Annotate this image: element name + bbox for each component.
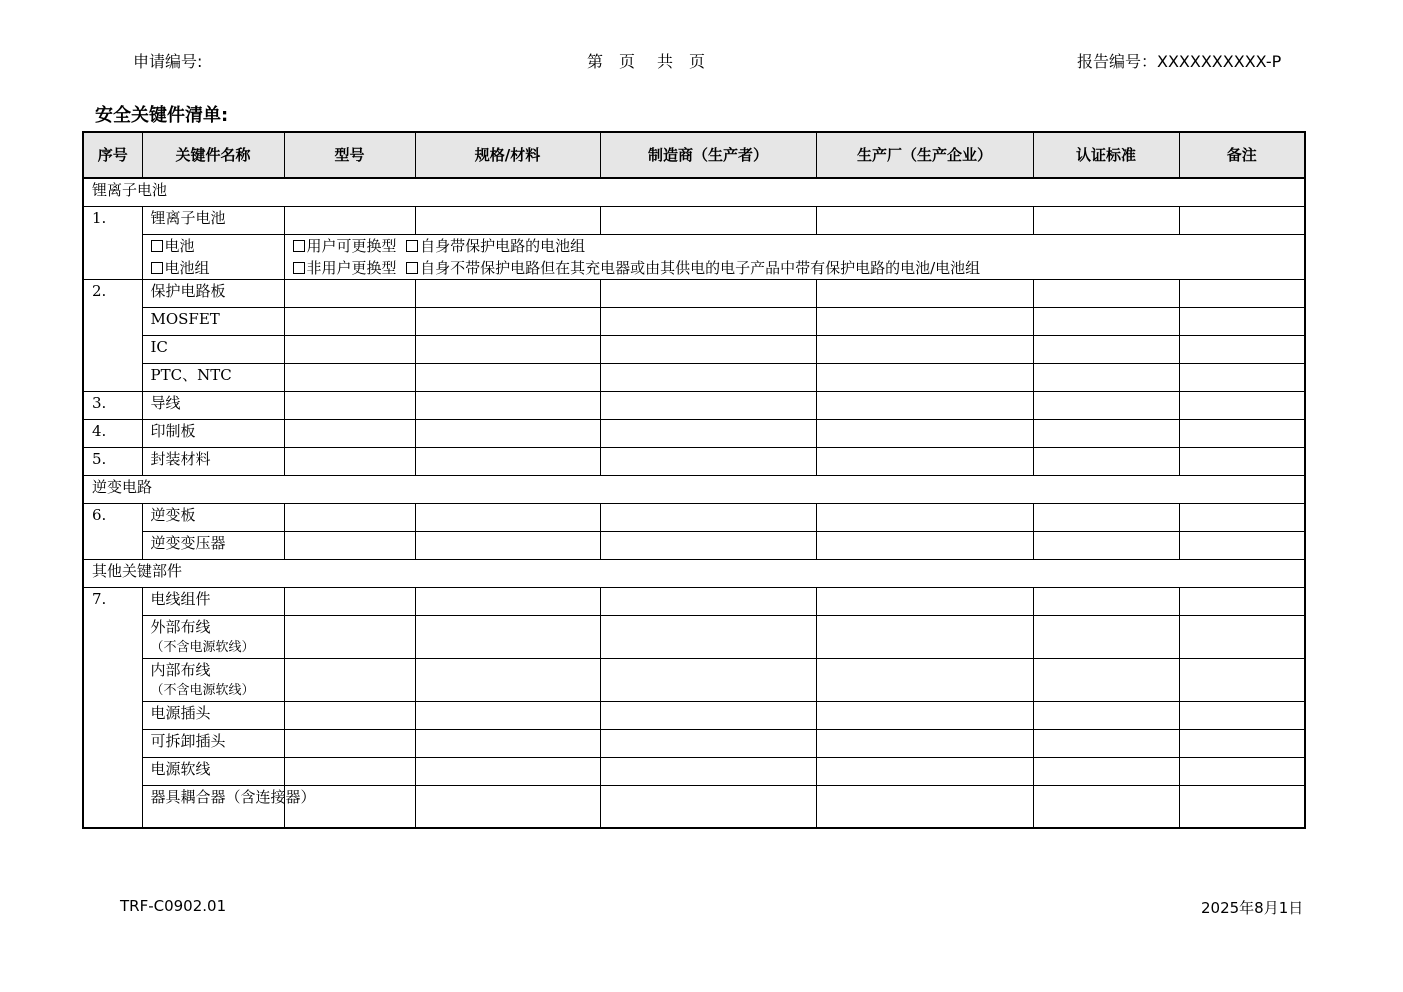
manufacturer-cell[interactable] (600, 392, 816, 420)
seq-cell: 6. (83, 504, 142, 560)
manufacturer-cell[interactable] (600, 207, 816, 235)
standard-cell[interactable] (1033, 659, 1179, 702)
component-note: （不含电源软线） (150, 683, 255, 698)
standard-cell[interactable] (1033, 280, 1179, 308)
section-battery: 锂离子电池 (83, 178, 1305, 207)
remark-cell[interactable] (1179, 420, 1305, 448)
component-name: 逆变板 (142, 504, 284, 532)
seq-cell: 7. (83, 588, 142, 829)
factory-cell[interactable] (816, 730, 1033, 758)
manufacturer-cell[interactable] (600, 588, 816, 616)
checkbox-battery[interactable] (151, 240, 163, 252)
table-row (83, 207, 1305, 235)
standard-cell[interactable] (1033, 730, 1179, 758)
factory-cell[interactable] (816, 532, 1033, 560)
spec-cell[interactable] (415, 207, 600, 235)
model-cell[interactable] (284, 308, 415, 336)
component-name-cell (142, 659, 284, 702)
spec-cell[interactable] (415, 280, 600, 308)
seq-cell: 4. (83, 420, 142, 448)
model-cell[interactable] (284, 730, 415, 758)
table-row (83, 308, 1305, 336)
checkbox-without-protection[interactable] (406, 262, 418, 274)
manufacturer-cell[interactable] (600, 758, 816, 786)
standard-cell[interactable] (1033, 616, 1179, 659)
section-row (83, 476, 1305, 504)
standard-cell[interactable] (1033, 448, 1179, 476)
component-name: 可拆卸插头 (142, 730, 284, 758)
table-row (83, 280, 1305, 308)
model-cell[interactable] (284, 616, 415, 659)
spec-cell[interactable] (415, 336, 600, 364)
option-label: 电池 (164, 237, 195, 255)
remark-cell[interactable] (1179, 702, 1305, 730)
spec-cell[interactable] (415, 786, 600, 829)
spec-cell[interactable] (415, 616, 600, 659)
key-components-table (82, 131, 1306, 829)
col-header-remark: 备注 (1179, 132, 1305, 178)
model-cell[interactable] (284, 532, 415, 560)
table-row (83, 659, 1305, 702)
model-cell[interactable] (284, 504, 415, 532)
component-name: 印制板 (142, 420, 284, 448)
manufacturer-cell[interactable] (600, 448, 816, 476)
remark-cell[interactable] (1179, 588, 1305, 616)
model-cell[interactable] (284, 659, 415, 702)
factory-cell[interactable] (816, 364, 1033, 392)
remark-cell[interactable] (1179, 392, 1305, 420)
manufacturer-cell[interactable] (600, 336, 816, 364)
seq-cell: 3. (83, 392, 142, 420)
replacement-options (284, 235, 1305, 280)
model-cell[interactable] (284, 448, 415, 476)
table-row (83, 730, 1305, 758)
component-name: PTC、NTC (142, 364, 284, 392)
manufacturer-cell[interactable] (600, 420, 816, 448)
manufacturer-cell[interactable] (600, 308, 816, 336)
factory-cell[interactable] (816, 448, 1033, 476)
manufacturer-cell[interactable] (600, 659, 816, 702)
model-cell[interactable] (284, 758, 415, 786)
spec-cell[interactable] (415, 758, 600, 786)
manufacturer-cell[interactable] (600, 786, 816, 829)
page-counter (587, 49, 721, 72)
component-name: 导线 (142, 392, 284, 420)
checkbox-with-protection[interactable] (406, 240, 418, 252)
factory-cell[interactable] (816, 280, 1033, 308)
model-cell[interactable] (284, 588, 415, 616)
spec-cell[interactable] (415, 308, 600, 336)
factory-cell[interactable] (816, 308, 1033, 336)
factory-cell[interactable] (816, 659, 1033, 702)
col-header-name: 关键件名称 (142, 132, 284, 178)
model-cell[interactable] (284, 207, 415, 235)
remark-cell[interactable] (1179, 336, 1305, 364)
factory-cell[interactable] (816, 392, 1033, 420)
factory-cell[interactable] (816, 588, 1033, 616)
remark-cell[interactable] (1179, 532, 1305, 560)
spec-cell[interactable] (415, 364, 600, 392)
standard-cell[interactable] (1033, 758, 1179, 786)
form-code: TRF-C0902.01 (120, 897, 227, 915)
option-label: 自身带保护电路的电池组 (420, 237, 586, 255)
table-row (83, 532, 1305, 560)
col-header-spec: 规格/材料 (415, 132, 600, 178)
model-cell[interactable] (284, 280, 415, 308)
manufacturer-cell[interactable] (600, 616, 816, 659)
component-name: 电源软线 (142, 758, 284, 786)
page-word: 页 (619, 52, 638, 71)
standard-cell[interactable] (1033, 336, 1179, 364)
table-row (83, 336, 1305, 364)
standard-cell[interactable] (1033, 420, 1179, 448)
option-label: 电池组 (164, 259, 210, 277)
remark-cell[interactable] (1179, 758, 1305, 786)
table-row (83, 786, 1305, 829)
checkbox-user-replaceable[interactable] (293, 240, 305, 252)
component-name: 外部布线 (150, 618, 211, 636)
component-name: 器具耦合器（含连接器） (142, 786, 284, 829)
spec-cell[interactable] (415, 504, 600, 532)
spec-cell[interactable] (415, 448, 600, 476)
table-row (83, 758, 1305, 786)
col-header-standard: 认证标准 (1033, 132, 1179, 178)
manufacturer-cell[interactable] (600, 504, 816, 532)
section-inverter: 逆变电路 (83, 476, 1305, 504)
component-name: 逆变变压器 (142, 532, 284, 560)
component-name: 锂离子电池 (142, 207, 284, 235)
standard-cell[interactable] (1033, 392, 1179, 420)
component-name-cell (142, 616, 284, 659)
manufacturer-cell[interactable] (600, 702, 816, 730)
remark-cell[interactable] (1179, 659, 1305, 702)
remark-cell[interactable] (1179, 308, 1305, 336)
factory-cell[interactable] (816, 616, 1033, 659)
spec-cell[interactable] (415, 730, 600, 758)
model-cell[interactable] (284, 392, 415, 420)
spec-cell[interactable] (415, 588, 600, 616)
component-name: 电线组件 (142, 588, 284, 616)
remark-cell[interactable] (1179, 616, 1305, 659)
col-header-seq: 序号 (83, 132, 142, 178)
page-word: 共 (657, 52, 676, 71)
checkbox-battery-pack[interactable] (151, 262, 163, 274)
manufacturer-cell[interactable] (600, 364, 816, 392)
factory-cell[interactable] (816, 207, 1033, 235)
spec-cell[interactable] (415, 702, 600, 730)
model-cell[interactable] (284, 702, 415, 730)
option-label: 非用户更换型 (306, 259, 397, 277)
table-row (83, 702, 1305, 730)
component-name: 电源插头 (142, 702, 284, 730)
table-row (83, 392, 1305, 420)
component-name: 保护电路板 (142, 280, 284, 308)
page-word: 页 (689, 52, 708, 71)
standard-cell[interactable] (1033, 532, 1179, 560)
application-number-label: 申请编号: (133, 52, 203, 71)
manufacturer-cell[interactable] (600, 280, 816, 308)
standard-cell[interactable] (1033, 786, 1179, 829)
component-name: 内部布线 (150, 661, 211, 679)
col-header-factory: 生产厂（生产企业） (816, 132, 1033, 178)
table-header-row (83, 132, 1305, 178)
spec-cell[interactable] (415, 420, 600, 448)
option-label: 用户可更换型 (306, 237, 397, 255)
page-word: 第 (587, 52, 606, 71)
table-row (83, 616, 1305, 659)
standard-cell[interactable] (1033, 504, 1179, 532)
factory-cell[interactable] (816, 786, 1033, 829)
factory-cell[interactable] (816, 702, 1033, 730)
table-row (83, 448, 1305, 476)
remark-cell[interactable] (1179, 730, 1305, 758)
standard-cell[interactable] (1033, 308, 1179, 336)
section-row (83, 560, 1305, 588)
spec-cell[interactable] (415, 392, 600, 420)
model-cell[interactable] (284, 364, 415, 392)
report-number: 报告编号：XXXXXXXXXX-P (1077, 52, 1282, 71)
model-cell[interactable] (284, 336, 415, 364)
factory-cell[interactable] (816, 336, 1033, 364)
page-title: 安全关键件清单: (95, 105, 229, 126)
standard-cell[interactable] (1033, 207, 1179, 235)
component-note: （不含电源软线） (150, 640, 255, 655)
standard-cell[interactable] (1033, 588, 1179, 616)
remark-cell[interactable] (1179, 448, 1305, 476)
factory-cell[interactable] (816, 504, 1033, 532)
seq-cell: 2. (83, 280, 142, 392)
remark-cell[interactable] (1179, 786, 1305, 829)
remark-cell[interactable] (1179, 504, 1305, 532)
table-row (83, 364, 1305, 392)
seq-cell: 5. (83, 448, 142, 476)
remark-cell[interactable] (1179, 280, 1305, 308)
table-row (83, 588, 1305, 616)
standard-cell[interactable] (1033, 702, 1179, 730)
manufacturer-cell[interactable] (600, 730, 816, 758)
issue-date: 2025年8月1日 (1201, 899, 1304, 917)
remark-cell[interactable] (1179, 364, 1305, 392)
spec-cell[interactable] (415, 659, 600, 702)
component-name: MOSFET (142, 308, 284, 336)
section-other: 其他关键部件 (83, 560, 1305, 588)
battery-options-row (83, 235, 1305, 280)
battery-type-options (142, 235, 284, 280)
factory-cell[interactable] (816, 420, 1033, 448)
seq-cell: 1. (83, 207, 142, 280)
manufacturer-cell[interactable] (600, 532, 816, 560)
model-cell[interactable] (284, 420, 415, 448)
remark-cell[interactable] (1179, 207, 1305, 235)
component-name: 封装材料 (142, 448, 284, 476)
option-label: 自身不带保护电路但在其充电器或由其供电的电子产品中带有保护电路的电池/电池组 (420, 259, 981, 277)
component-name: IC (142, 336, 284, 364)
section-row (83, 178, 1305, 207)
col-header-model: 型号 (284, 132, 415, 178)
col-header-manufacturer: 制造商（生产者） (600, 132, 816, 178)
table-row (83, 420, 1305, 448)
checkbox-non-user-replaceable[interactable] (293, 262, 305, 274)
table-row (83, 504, 1305, 532)
factory-cell[interactable] (816, 758, 1033, 786)
spec-cell[interactable] (415, 532, 600, 560)
standard-cell[interactable] (1033, 364, 1179, 392)
